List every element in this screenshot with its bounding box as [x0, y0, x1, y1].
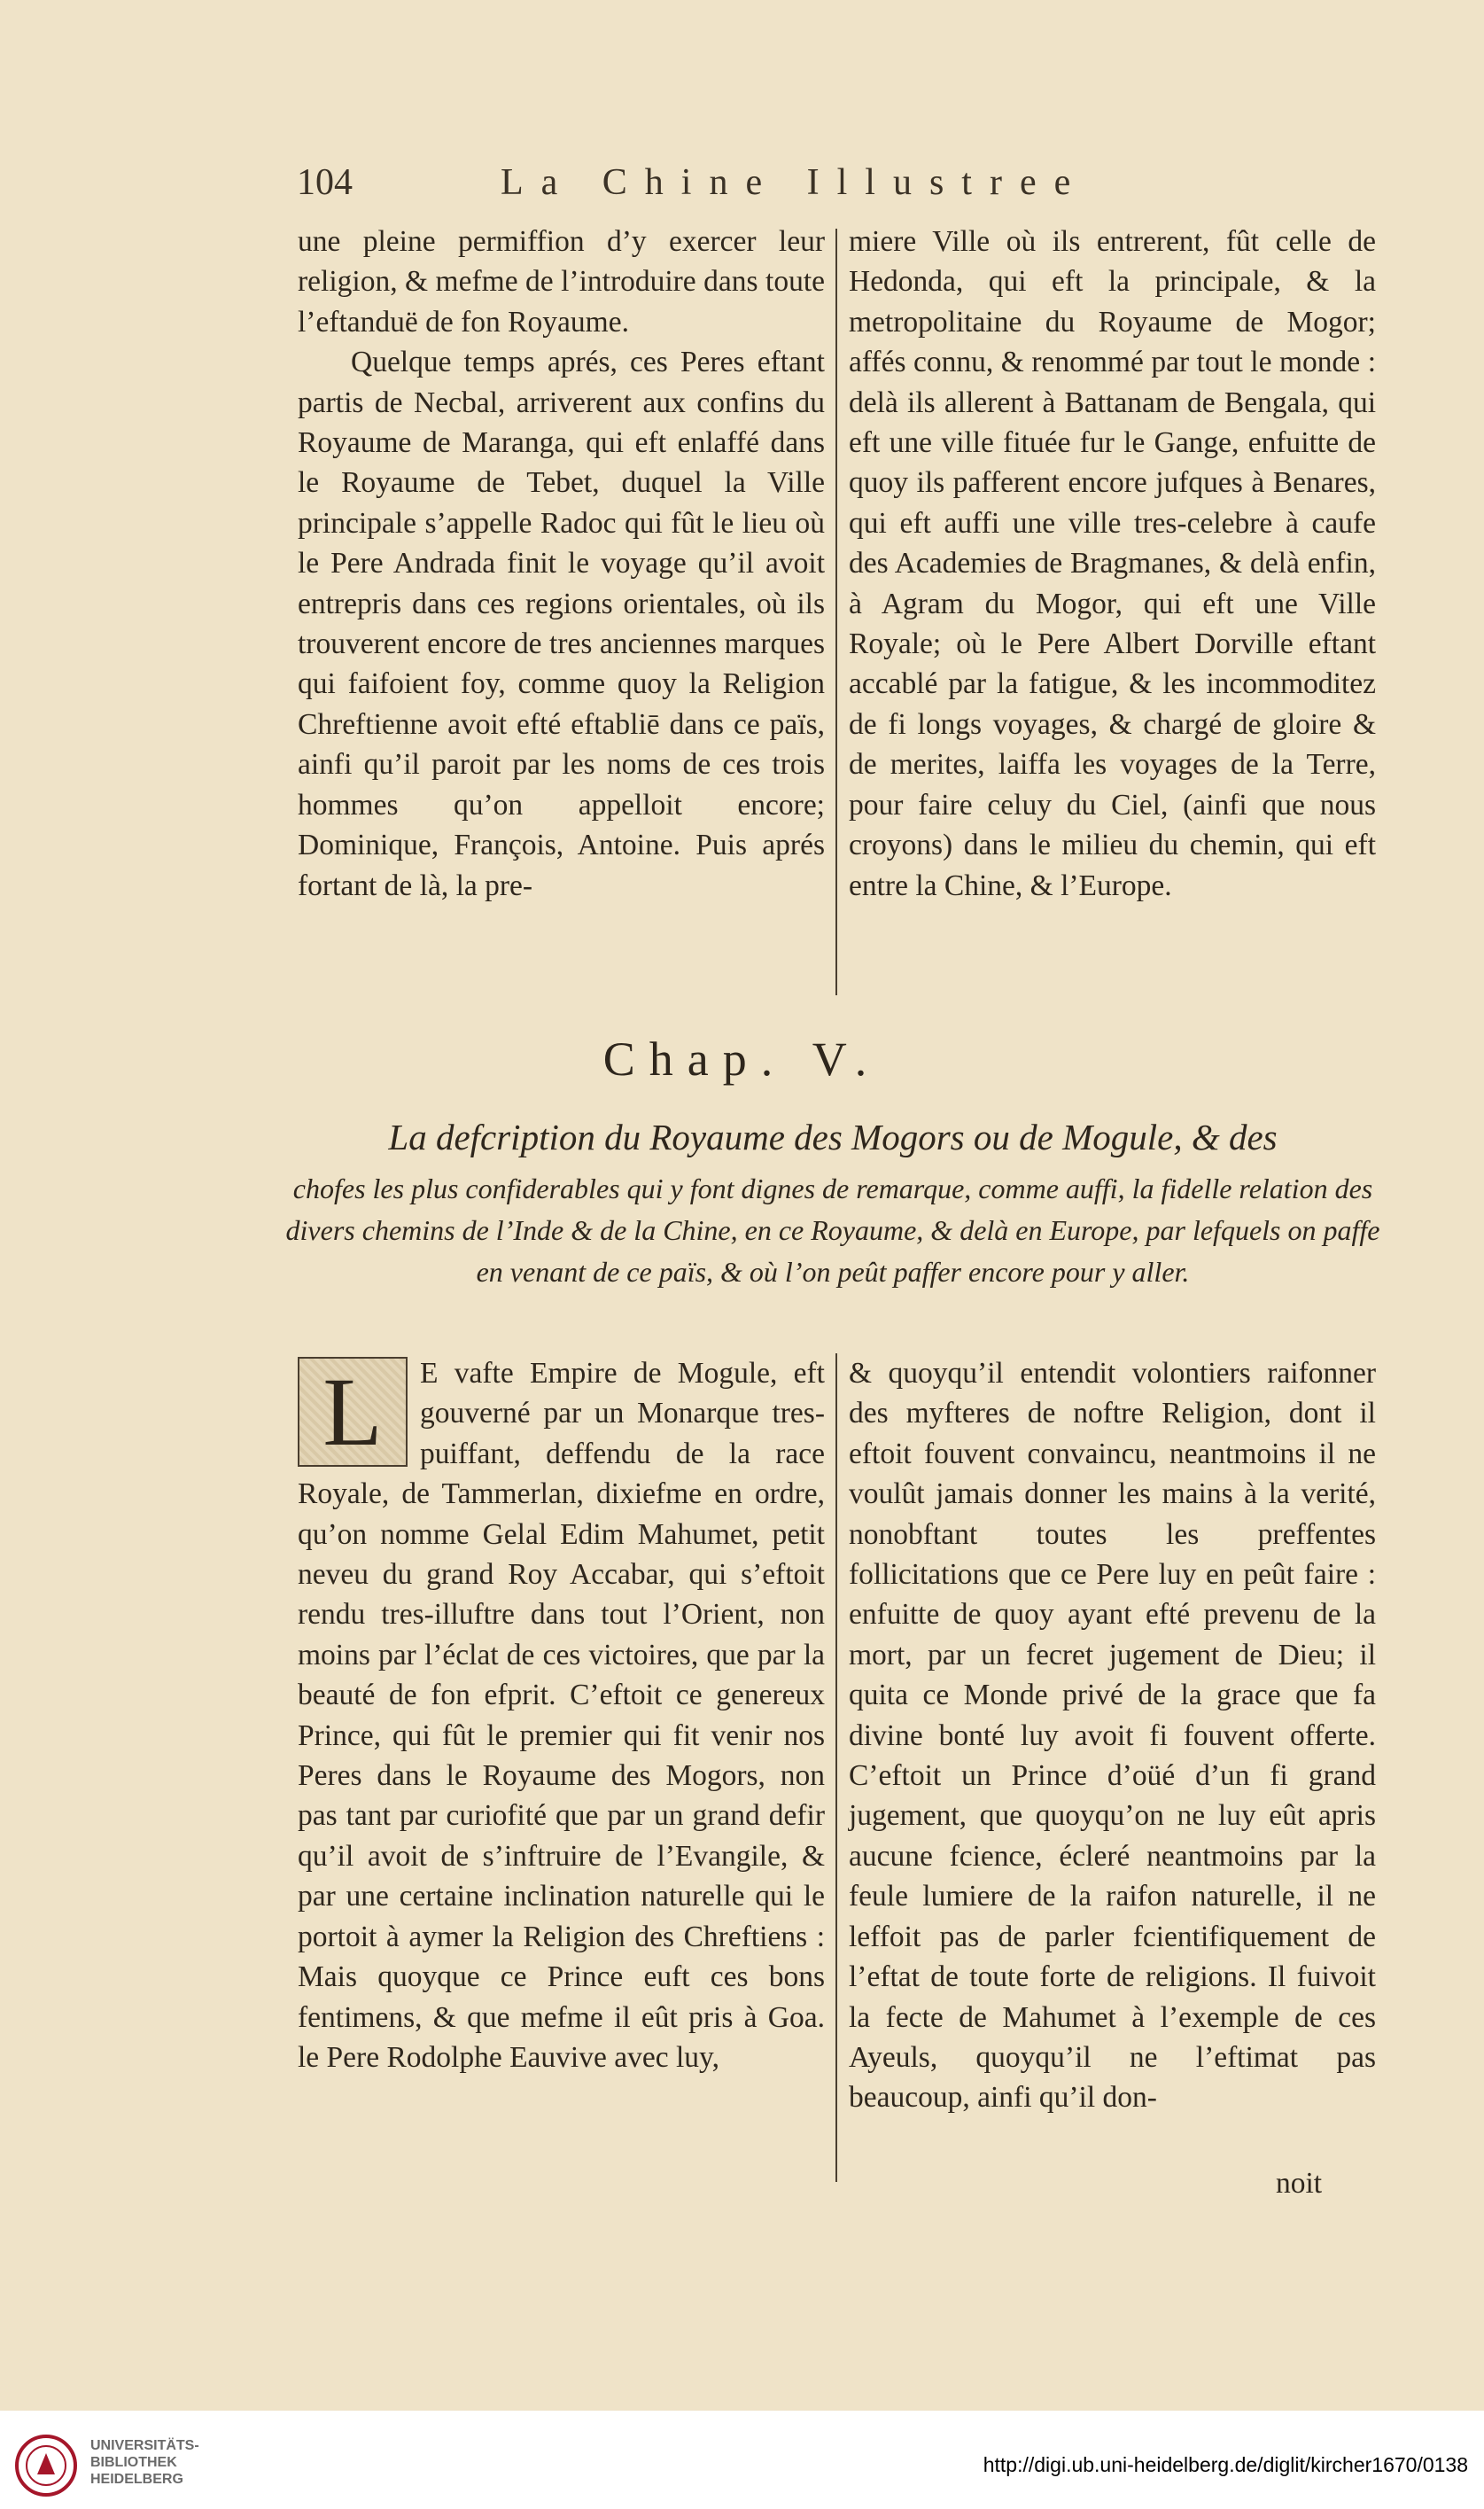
- column-divider: [835, 229, 837, 995]
- running-title: La Chine Illustree: [501, 162, 1089, 203]
- library-name-line: HEIDELBERG: [90, 2472, 183, 2487]
- page-number: 104: [297, 162, 353, 203]
- chapter-title: La defcription du Royaume des Mogors ou de Mogule, & des: [388, 1117, 1278, 1157]
- catchword: noit: [1276, 2167, 1323, 2200]
- paragraph: E vafte Empire de Mogule, eft gouverné par un Monarque tres-puiffant, deffendu de la race Royale, de Tammerlan, dixiefme en ordre, qu’on nomme Gelal Edim Mahumet, petit neveu du grand Roy Accabar, qui s’eftoit rendu tres-illuftre dans tout l’Orient, non moins par l’éclat de ces victoires, que par la beauté de fon efprit. C’eftoit ce genereux Prince, qui fût le premier qui fit venir nos Peres dans le Royaume des Mogors, non pas tant par curiofité que par un grand defir qu’il avoit de s’inftruire de l’Evangile, & par une certaine inclination naturelle qui le portoit à aymer la Religion des Chreftiens : Mais quoyque ce Prince euft ces bons fentimens, & que mefme il eût pris à Goa. le Pere Rodolphe Eauvive avec luy,: [298, 1357, 825, 2074]
- column-divider: [835, 1353, 837, 2182]
- chapter-summary: chofes les plus confiderables qui y font dignes de remarque, comme auffi, la fidelle relation des divers chemins de l’Inde & de la Chine, en ce Royaume, & delà en Europe, par lefquels on paffe en venant de ce païs, & où l’on peût paffer encore pour y aller.: [285, 1173, 1380, 1288]
- bottom-left-column: [298, 1353, 825, 2077]
- library-logo-text: [90, 2437, 199, 2488]
- top-left-column: [298, 222, 825, 906]
- paragraph: Quelque temps aprés, ces Peres eftant partis de Necbal, arriverent aux confins du Royaume de Maranga, qui eft enlaffé dans le Royaume de Tebet, duquel la Ville principale s’appelle Radoc qui fût le lieu où le Pere Andrada finit le voyage qu’il avoit entrepris dans ces regions orientales, où ils trouverent encore de tres anciennes marques qui faifoient foy, comme quoy la Religion Chreftienne avoit efté eftabliē dans ce païs, ainfi qu’il paroit par les noms de ces trois hommes qu’on appelloit encore; Dominique, François, Antoine. Puis aprés fortant de là, la pre-: [298, 346, 825, 902]
- source-url-link[interactable]: http://digi.ub.uni-heidelberg.de/diglit/kircher1670/0138: [983, 2453, 1468, 2476]
- drop-cap-initial: L: [298, 1357, 408, 1467]
- library-name-line: BIBLIOTHEK: [90, 2455, 177, 2470]
- viewer-footer: [0, 2411, 1484, 2509]
- top-right-column: [849, 222, 1376, 906]
- library-name-line: UNIVERSITÄTS-: [90, 2438, 199, 2453]
- paragraph: & quoyqu’il entendit volontiers raifonner des myfteres de noftre Religion, dont il eftoit fouvent convaincu, neantmoins il ne voulût jamais donner les mains à la verité, nonobftant toutes les preffentes follicitations que ce Pere luy en peût faire : enfuitte de quoy ayant efté prevenu de la mort, par un fecret jugement de Dieu; il quita ce Monde privé de la grace que fa divine bonté luy avoit fi fouvent offerte. C’eftoit un Prince d’oüé d’un fi grand jugement, que quoyqu’on ne luy eût apris aucune fcience, écleré neantmoins par la feule lumiere de la raifon naturelle, il ne leffoit pas de parler fcientifiquement de l’eftat de toute forte de religions. Il fuivoit la fecte de Mahumet à l’exemple de ces Ayeuls, quoyqu’il ne l’eftimat pas beaucoup, ainfi qu’il don-: [849, 1357, 1376, 2115]
- chapter-heading: Chap. V.: [602, 1032, 882, 1086]
- paragraph: miere Ville où ils entrerent, fût celle de Hedonda, qui eft la principale, & la metropolitaine du Royaume de Mogor; affés connu, & renommé par tout le monde : delà ils allerent à Battanam de Bengala, qui eft une ville fituée fur le Gange, enfuitte de quoy ils pafferent encore jufques à Benares, qui eft auffi une ville tres-celebre à caufe des Academies de Bragmanes, & delà enfin, à Agram du Mogor, qui eft une Ville Royale; où le Pere Albert Dorville eftant accablé par la fatigue, & les incommoditez de fi longs voyages, & chargé de gloire & de merites, laiffa les voyages de la Terre, pour faire celuy du Ciel, (ainfi que nous croyons) dans le milieu du chemin, qui eft entre la Chine, & l’Europe.: [849, 225, 1376, 902]
- bottom-right-column: [849, 1353, 1376, 2118]
- university-seal-icon: [14, 2434, 78, 2497]
- paragraph: une pleine permiffion d’y exercer leur religion, & mefme de l’introduire dans toute l’eftanduë de fon Royaume.: [298, 225, 825, 339]
